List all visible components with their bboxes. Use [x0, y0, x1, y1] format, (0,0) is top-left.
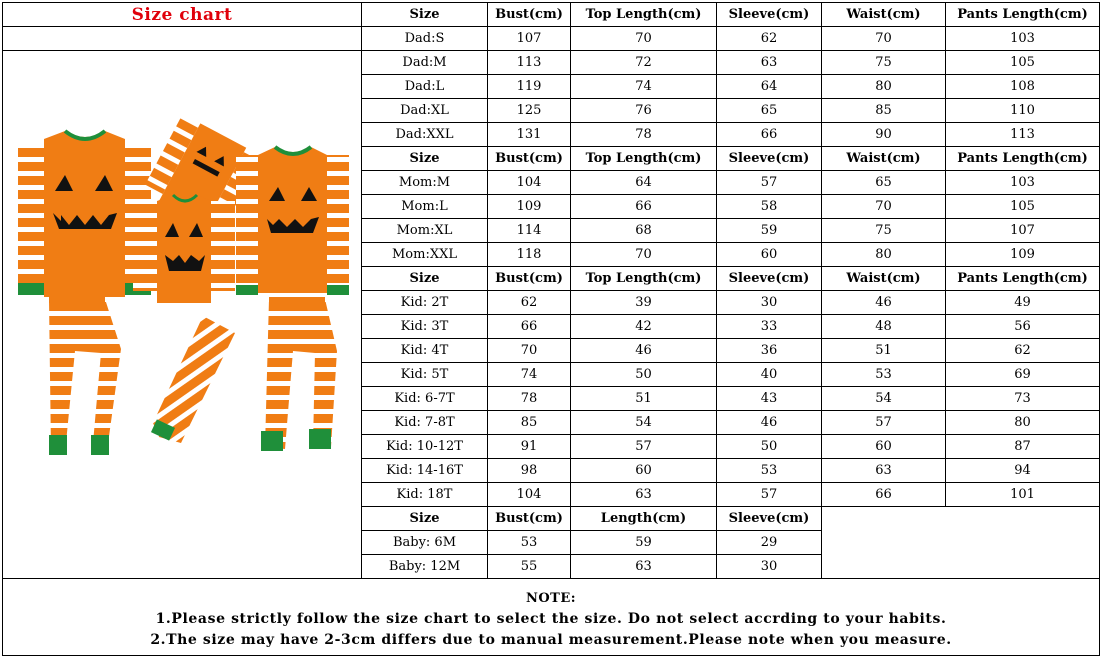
table-cell: Kid: 4T — [362, 339, 488, 363]
kid-pants — [151, 316, 235, 443]
table-cell: 65 — [717, 99, 822, 123]
table-cell: 66 — [717, 123, 822, 147]
table-cell: 108 — [946, 75, 1100, 99]
table-cell: 57 — [571, 435, 717, 459]
table-cell: 109 — [488, 195, 571, 219]
table-cell: Kid: 5T — [362, 363, 488, 387]
table-cell: 113 — [946, 123, 1100, 147]
table-cell: 87 — [946, 435, 1100, 459]
column-header: Waist(cm) — [822, 267, 946, 291]
table-cell: 103 — [946, 27, 1100, 51]
table-cell: Kid: 6-7T — [362, 387, 488, 411]
table-cell: 74 — [571, 75, 717, 99]
column-header: Length(cm) — [571, 507, 717, 531]
table-cell: Mom:L — [362, 195, 488, 219]
table-cell: 80 — [822, 243, 946, 267]
table-cell: 104 — [488, 171, 571, 195]
table-cell: 98 — [488, 459, 571, 483]
table-cell: Dad:XL — [362, 99, 488, 123]
column-header: Size — [362, 147, 488, 171]
table-cell: Kid: 3T — [362, 315, 488, 339]
table-cell: 60 — [822, 435, 946, 459]
table-cell: 57 — [822, 411, 946, 435]
table-cell: 131 — [488, 123, 571, 147]
table-cell: 70 — [822, 27, 946, 51]
table-cell: Kid: 7-8T — [362, 411, 488, 435]
table-cell: 53 — [717, 459, 822, 483]
column-header: Waist(cm) — [822, 3, 946, 27]
adult-top-right — [236, 147, 349, 295]
adult-top-left — [18, 131, 151, 297]
note-line-1: 1.Please strictly follow the size chart to select the size. Do not select accrding to your habits. — [155, 611, 947, 627]
divider — [3, 578, 1100, 579]
column-header: Pants Length(cm) — [946, 267, 1100, 291]
table-cell: 40 — [717, 363, 822, 387]
table-cell: 105 — [946, 195, 1100, 219]
table-cell: 62 — [946, 339, 1100, 363]
page-title: Size chart — [3, 3, 362, 27]
note-heading: NOTE: — [525, 591, 577, 606]
table-cell: Kid: 18T — [362, 483, 488, 507]
kid-top — [133, 195, 235, 303]
note-section — [3, 580, 1099, 655]
table-cell: Mom:M — [362, 171, 488, 195]
table-cell: 65 — [822, 171, 946, 195]
table-cell: 63 — [822, 459, 946, 483]
table-cell: 50 — [571, 363, 717, 387]
table-cell: 118 — [488, 243, 571, 267]
table-cell: 75 — [822, 51, 946, 75]
table-cell: Mom:XXL — [362, 243, 488, 267]
table-cell: 60 — [717, 243, 822, 267]
column-header: Top Length(cm) — [571, 267, 717, 291]
column-header: Sleeve(cm) — [717, 147, 822, 171]
table-cell: 55 — [488, 555, 571, 579]
table-cell: 109 — [946, 243, 1100, 267]
column-header: Pants Length(cm) — [946, 3, 1100, 27]
table-cell: 63 — [571, 483, 717, 507]
column-header: Top Length(cm) — [571, 147, 717, 171]
table-cell: 80 — [822, 75, 946, 99]
table-cell: 103 — [946, 171, 1100, 195]
table-cell: 101 — [946, 483, 1100, 507]
table-cell: 36 — [717, 339, 822, 363]
column-header: Sleeve(cm) — [717, 267, 822, 291]
table-cell: 30 — [717, 291, 822, 315]
table-cell: 104 — [488, 483, 571, 507]
table-cell: 43 — [717, 387, 822, 411]
table-cell: 70 — [571, 27, 717, 51]
table-cell: 119 — [488, 75, 571, 99]
table-cell: 46 — [571, 339, 717, 363]
table-cell: 80 — [946, 411, 1100, 435]
table-cell: Dad:XXL — [362, 123, 488, 147]
table-cell: 68 — [571, 219, 717, 243]
table-cell: 75 — [822, 219, 946, 243]
table-cell: 54 — [822, 387, 946, 411]
table-cell: 85 — [488, 411, 571, 435]
product-photo — [3, 51, 361, 578]
table-cell: 48 — [822, 315, 946, 339]
table-cell: 70 — [822, 195, 946, 219]
table-cell: 59 — [717, 219, 822, 243]
table-cell: 53 — [822, 363, 946, 387]
table-cell: 54 — [571, 411, 717, 435]
table-cell: 85 — [822, 99, 946, 123]
table-cell: 91 — [488, 435, 571, 459]
adult-pants-right — [261, 297, 337, 451]
table-cell: 63 — [717, 51, 822, 75]
table-cell: 62 — [717, 27, 822, 51]
table-cell: 42 — [571, 315, 717, 339]
table-cell: 90 — [822, 123, 946, 147]
table-cell: 57 — [717, 171, 822, 195]
table-cell: 114 — [488, 219, 571, 243]
note-line-2: 2.The size may have 2-3cm differs due to manual measurement.Please note when you measure. — [150, 632, 952, 648]
table-cell: 94 — [946, 459, 1100, 483]
column-header: Bust(cm) — [488, 267, 571, 291]
table-cell: 51 — [571, 387, 717, 411]
adult-pants-left — [49, 297, 121, 455]
column-header: Sleeve(cm) — [717, 507, 822, 531]
table-cell: Baby: 12M — [362, 555, 488, 579]
table-cell: Baby: 6M — [362, 531, 488, 555]
table-cell: 113 — [488, 51, 571, 75]
table-cell: 58 — [717, 195, 822, 219]
table-cell: 66 — [822, 483, 946, 507]
table-cell: 60 — [571, 459, 717, 483]
column-header: Size — [362, 267, 488, 291]
table-cell: 51 — [822, 339, 946, 363]
table-cell: 30 — [717, 555, 822, 579]
column-header: Size — [362, 3, 488, 27]
table-cell: 39 — [571, 291, 717, 315]
table-cell: Dad:S — [362, 27, 488, 51]
table-cell: 66 — [571, 195, 717, 219]
table-cell: 73 — [946, 387, 1100, 411]
column-header: Waist(cm) — [822, 147, 946, 171]
column-header: Top Length(cm) — [571, 3, 717, 27]
column-header: Size — [362, 507, 488, 531]
table-cell: Mom:XL — [362, 219, 488, 243]
table-cell: 110 — [946, 99, 1100, 123]
empty-cell — [3, 27, 362, 51]
table-cell: 78 — [488, 387, 571, 411]
table-cell: 125 — [488, 99, 571, 123]
column-header: Bust(cm) — [488, 507, 571, 531]
column-header: Sleeve(cm) — [717, 3, 822, 27]
table-cell: 66 — [488, 315, 571, 339]
table-cell: 57 — [717, 483, 822, 507]
table-cell: 29 — [717, 531, 822, 555]
table-cell: 53 — [488, 531, 571, 555]
table-cell: 56 — [946, 315, 1100, 339]
table-cell: 107 — [488, 27, 571, 51]
table-cell: 64 — [717, 75, 822, 99]
table-cell: 69 — [946, 363, 1100, 387]
table-cell: 46 — [822, 291, 946, 315]
table-cell: 76 — [571, 99, 717, 123]
table-cell: 33 — [717, 315, 822, 339]
table-cell: 70 — [571, 243, 717, 267]
table-cell: 62 — [488, 291, 571, 315]
divider — [361, 51, 362, 579]
table-cell: 78 — [571, 123, 717, 147]
table-cell: 49 — [946, 291, 1100, 315]
table-cell: 63 — [571, 555, 717, 579]
table-cell: Kid: 10-12T — [362, 435, 488, 459]
table-cell: 50 — [717, 435, 822, 459]
table-cell: Kid: 14-16T — [362, 459, 488, 483]
table-cell: 59 — [571, 531, 717, 555]
column-header: Bust(cm) — [488, 147, 571, 171]
column-header: Pants Length(cm) — [946, 147, 1100, 171]
table-cell: 74 — [488, 363, 571, 387]
table-cell: Dad:M — [362, 51, 488, 75]
table-cell: Dad:L — [362, 75, 488, 99]
table-cell: 46 — [717, 411, 822, 435]
column-header: Bust(cm) — [488, 3, 571, 27]
table-cell: 70 — [488, 339, 571, 363]
table-cell: Kid: 2T — [362, 291, 488, 315]
table-cell: 105 — [946, 51, 1100, 75]
table-cell: 107 — [946, 219, 1100, 243]
table-cell: 64 — [571, 171, 717, 195]
table-cell: 72 — [571, 51, 717, 75]
